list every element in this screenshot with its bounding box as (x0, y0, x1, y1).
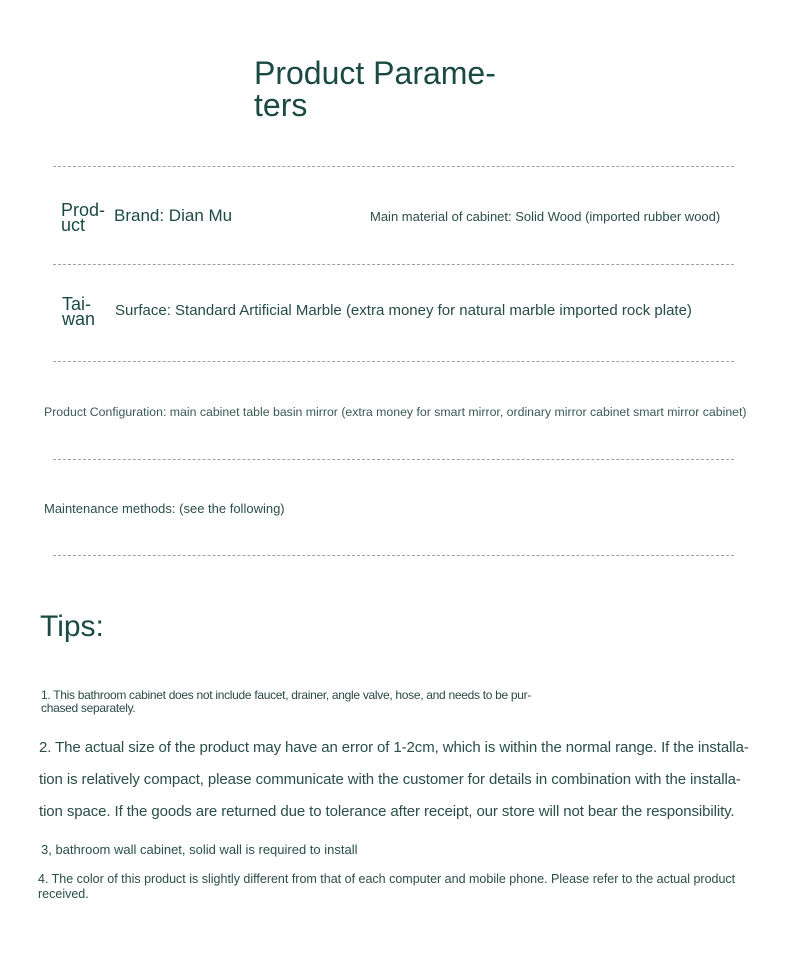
row-label-line-1: Prod- (61, 200, 106, 220)
tip-3: 3, bathroom wall cabinet, solid wall is required to install (41, 842, 358, 857)
divider (53, 264, 734, 265)
tip-1 (41, 689, 601, 715)
surface-value: Surface: Standard Artificial Marble (extra money for natural marble imported rock plate) (115, 302, 692, 319)
tip-2-line-3: tion space. If the goods are returned due to tolerance after receipt, our store will not bear the responsibility. (39, 803, 735, 820)
product-configuration-value: Product Configuration: main cabinet table basin mirror (extra money for smart mirror, ordinary mirror cabinet smart mirror cabinet) (44, 405, 747, 419)
row-label-taiwan (62, 294, 96, 329)
page-title-line-2: ters (254, 87, 308, 123)
tip-2 (39, 732, 759, 828)
tips-heading: Tips: (40, 610, 104, 643)
tip-1-line-1: 1. This bathroom cabinet does not include faucet, drainer, angle valve, hose, and needs to be pur- (41, 688, 532, 702)
page-title-line-1: Product Parame- (254, 55, 496, 91)
tip-4 (38, 872, 778, 902)
divider (53, 166, 734, 167)
row-label-line-1: Tai- (62, 294, 92, 314)
row-label-line-2: wan (62, 309, 96, 329)
tip-1-line-2: chased separately. (41, 701, 136, 715)
row-label-line-2: uct (61, 215, 86, 235)
cabinet-material-value: Main material of cabinet: Solid Wood (imported rubber wood) (370, 209, 721, 224)
tip-2-line-2: tion is relatively compact, please communicate with the customer for details in combination with the installa- (39, 771, 741, 788)
divider (53, 361, 734, 362)
maintenance-methods-value: Maintenance methods: (see the following) (44, 501, 285, 516)
tip-2-line-1: 2. The actual size of the product may have an error of 1-2cm, which is within the normal range. If the installa- (39, 739, 749, 756)
row-label-product (61, 200, 106, 235)
brand-value: Brand: Dian Mu (114, 206, 233, 225)
tip-4-line-2: received. (38, 887, 89, 901)
tip-4-line-1: 4. The color of this product is slightly different from that of each computer and mobile phone. Please refer to the actual product (38, 872, 736, 886)
page-title (254, 57, 524, 121)
divider (53, 459, 734, 460)
divider (53, 555, 734, 556)
